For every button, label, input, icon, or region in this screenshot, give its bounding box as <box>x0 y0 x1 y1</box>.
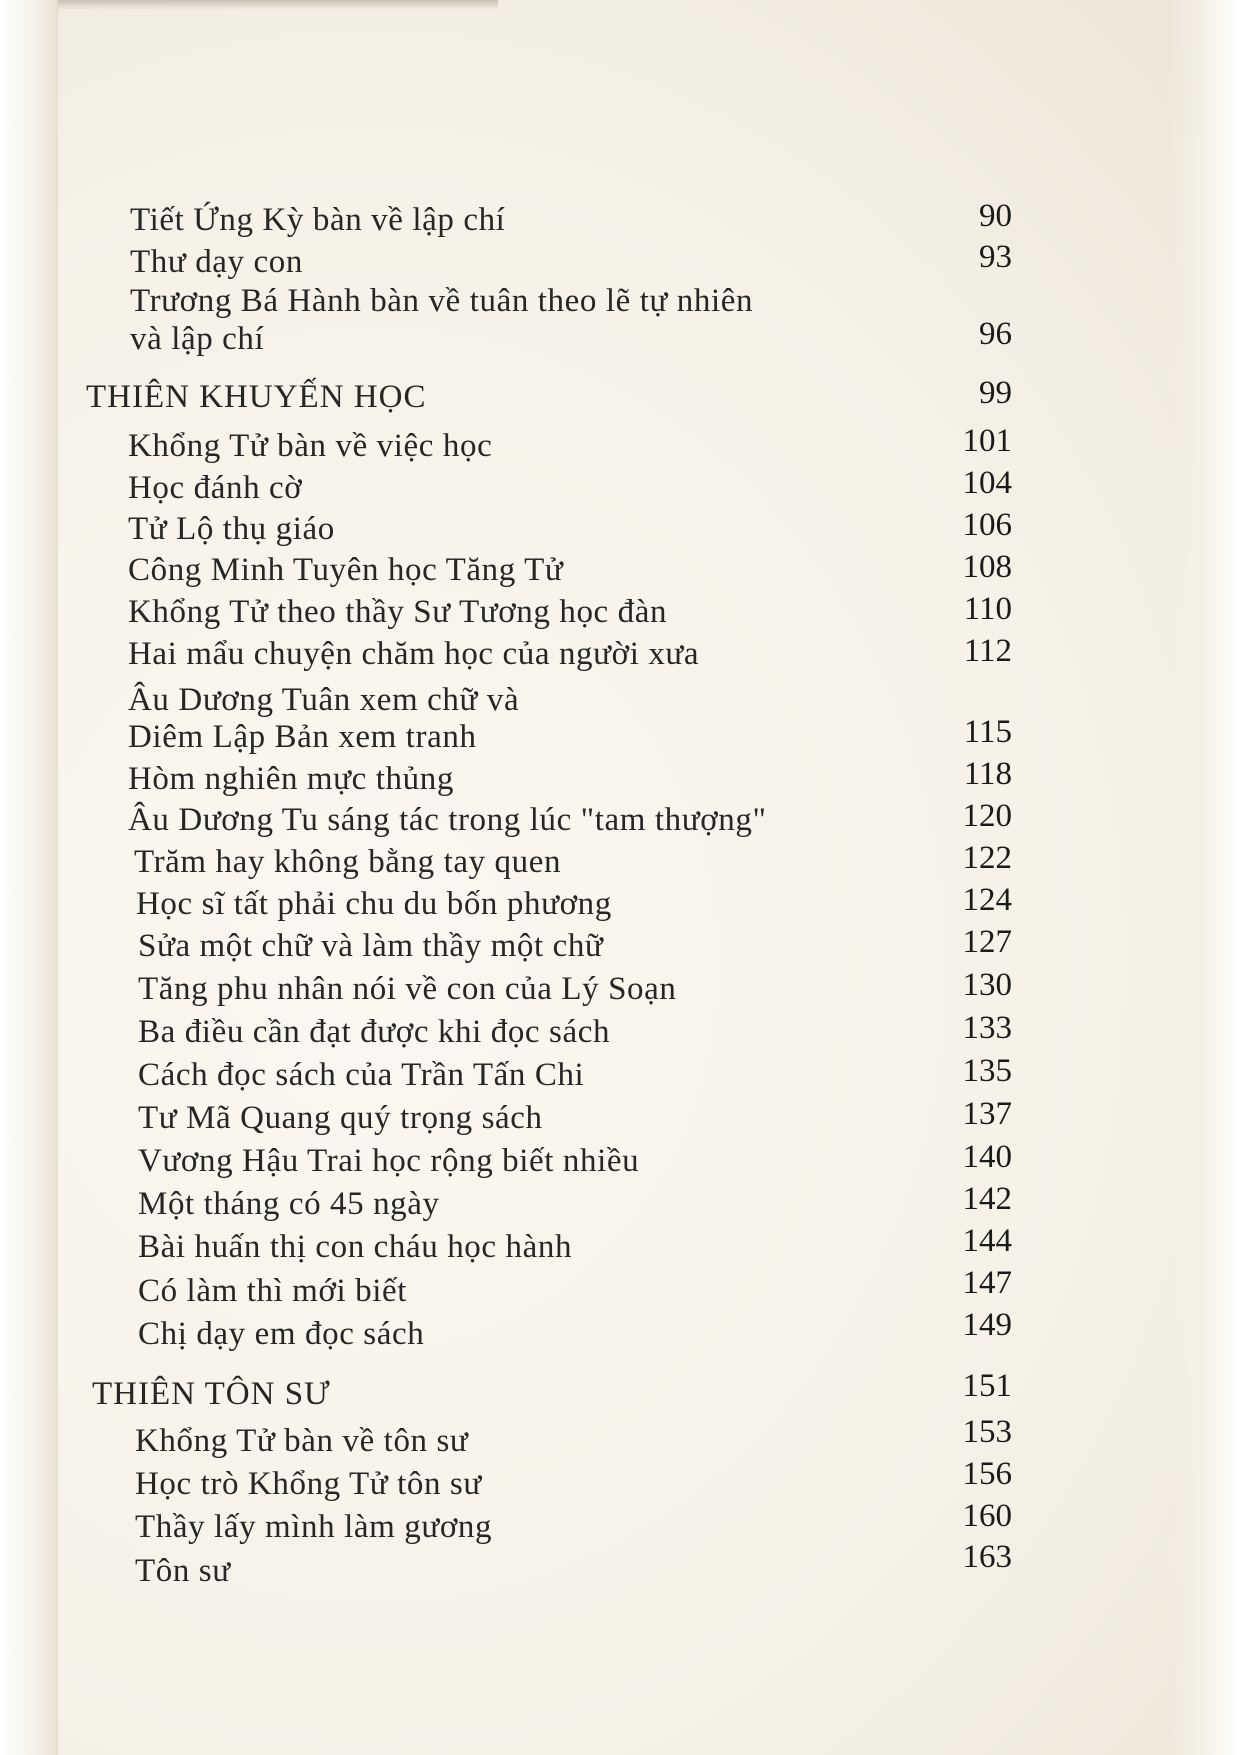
toc-entry <box>138 1315 424 1353</box>
toc-entry-page: 110 <box>963 591 1012 627</box>
toc-entry <box>138 1185 440 1223</box>
toc-entry-page: 163 <box>962 1539 1012 1575</box>
toc-entry <box>135 1422 468 1460</box>
toc-entry-page: 120 <box>962 798 1012 834</box>
toc-entry-title: Ba điều cần đạt được khi đọc sách <box>138 1014 611 1050</box>
toc-entry <box>130 201 505 239</box>
toc-entry-title: Thầy lấy mình làm gương <box>135 1509 493 1545</box>
toc-entry-page: 96 <box>979 316 1012 352</box>
toc-entry <box>138 1056 584 1094</box>
toc-entry-page: 160 <box>962 1498 1012 1534</box>
toc-entry-title: Bài huấn thị con cháu học hành <box>138 1229 573 1265</box>
toc-entry-title: Hai mẩu chuyện chăm học của người xưa <box>128 636 700 672</box>
toc-section-title: THIÊN TÔN SƯ <box>92 1376 331 1412</box>
toc-entry-title: Có làm thì mới biết <box>138 1273 408 1309</box>
toc-entry <box>128 801 767 839</box>
toc-entry-title: Sửa một chữ và làm thầy một chữ <box>138 928 604 964</box>
toc-entry-title: Tiết Ứng Kỳ bàn về lập chí <box>130 202 506 238</box>
toc-entry-page: 153 <box>962 1414 1012 1450</box>
toc-entry <box>128 593 667 631</box>
toc-entry-page: 142 <box>962 1181 1012 1217</box>
toc-entry-title: Vương Hậu Trai học rộng biết nhiều <box>138 1143 640 1179</box>
toc-entry-page: 144 <box>962 1223 1012 1259</box>
toc-entry-title: Tôn sư <box>135 1553 231 1589</box>
toc-entry <box>138 1099 543 1137</box>
toc-entry-page: 118 <box>963 756 1012 792</box>
toc-section-heading <box>92 1375 331 1413</box>
toc-entry <box>135 1508 492 1546</box>
toc-entry <box>130 282 753 320</box>
toc-entry <box>128 510 335 548</box>
toc-entry-page: 93 <box>979 239 1012 275</box>
toc-entry <box>138 1272 407 1310</box>
toc-entry-page: 147 <box>962 1265 1012 1301</box>
toc-entry-page: 140 <box>962 1139 1012 1175</box>
toc-section-page: 99 <box>979 375 1012 411</box>
toc-entry <box>134 843 561 881</box>
toc-entry-title: Tư Mã Quang quý trọng sách <box>138 1100 543 1136</box>
toc-entry-title: Diêm Lập Bản xem tranh <box>128 719 477 755</box>
toc-entry <box>138 1013 610 1051</box>
toc-entry-page: 122 <box>962 840 1012 876</box>
toc-entry-page: 101 <box>962 423 1012 459</box>
toc-entry <box>130 243 303 281</box>
toc-entry <box>135 1465 482 1503</box>
toc-section-page: 151 <box>962 1368 1012 1404</box>
toc-entry-page: 106 <box>962 507 1012 543</box>
toc-entry-page: 112 <box>963 633 1012 669</box>
toc-entry-title: Tăng phu nhân nói về con của Lý Soạn <box>138 971 677 1007</box>
toc-entry-title: Một tháng có 45 ngày <box>138 1186 440 1222</box>
toc-entry <box>138 1228 572 1266</box>
toc-entry <box>128 427 492 465</box>
toc-entry-page: 115 <box>963 714 1012 750</box>
toc-entry-page: 127 <box>962 924 1012 960</box>
toc-entry <box>130 320 264 358</box>
toc-entry-page: 135 <box>962 1053 1012 1089</box>
toc-entry-title: Học trò Khổng Tử tôn sư <box>135 1466 482 1502</box>
toc-entry <box>135 1552 231 1590</box>
toc-entry-title: Học đánh cờ <box>128 470 303 506</box>
toc-section-title: THIÊN KHUYẾN HỌC <box>86 379 427 415</box>
toc-entry <box>128 635 699 673</box>
toc-entry-page: 124 <box>962 882 1012 918</box>
toc-entry-page: 108 <box>962 549 1012 585</box>
toc-entry-page: 104 <box>962 465 1012 501</box>
toc-entry-title: Trương Bá Hành bàn về tuân theo lẽ tự nhiên <box>130 283 754 319</box>
toc-entry <box>128 760 454 798</box>
toc-entry-title: Khổng Tử theo thầy Sư Tương học đàn <box>128 594 668 630</box>
toc-section-heading <box>86 378 426 416</box>
toc-entry <box>128 469 302 507</box>
toc-entry-title: Công Minh Tuyên học Tăng Tử <box>128 552 564 588</box>
toc-entry-title: Học sĩ tất phải chu du bốn phương <box>136 886 612 922</box>
toc-entry-title: Tử Lộ thụ giáo <box>128 511 335 547</box>
toc-entry <box>128 718 477 756</box>
toc-entry-page: 90 <box>979 198 1012 234</box>
toc-entry <box>128 551 563 589</box>
toc-entry <box>128 681 519 719</box>
toc-entry <box>136 885 612 923</box>
toc-entry-title: và lập chí <box>130 321 265 357</box>
toc-entry-page: 133 <box>962 1010 1012 1046</box>
toc-entry-page: 149 <box>962 1307 1012 1343</box>
toc-entry <box>138 970 676 1008</box>
toc-entry-title: Âu Dương Tu sáng tác trong lúc "tam thượng" <box>128 802 767 838</box>
toc-entry-title: Trăm hay không bằng tay quen <box>134 844 562 880</box>
toc-entry-title: Âu Dương Tuân xem chữ và <box>128 682 520 718</box>
toc-entry <box>138 1142 639 1180</box>
toc-entry-page: 130 <box>962 967 1012 1003</box>
toc-entry <box>138 927 603 965</box>
toc-entry-title: Hòm nghiên mực thủng <box>128 761 454 797</box>
toc-entry-title: Cách đọc sách của Trần Tấn Chi <box>138 1057 585 1093</box>
toc-entry-title: Khổng Tử bàn về việc học <box>128 428 493 464</box>
toc-entry-title: Chị dạy em đọc sách <box>138 1316 425 1352</box>
toc-entry-title: Thư dạy con <box>130 244 303 280</box>
toc-entry-page: 137 <box>962 1096 1012 1132</box>
toc-entry-title: Khổng Tử bàn về tôn sư <box>135 1423 469 1459</box>
toc-entry-page: 156 <box>962 1456 1012 1492</box>
